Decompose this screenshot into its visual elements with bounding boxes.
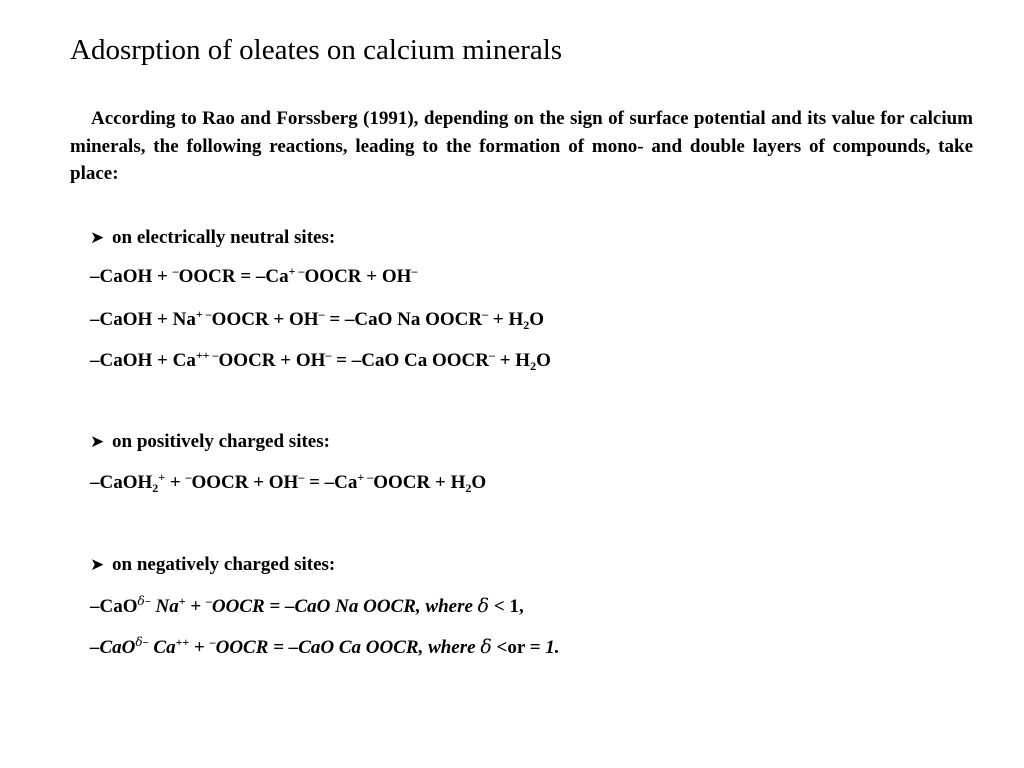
intro-paragraph: According to Rao and Forssberg (1991), depending on the sign of surface potential and its value for calcium minerals, the following reactions, leading to the formation of mono- and double layers of compounds, take place: [70,108,973,184]
section-heading-negative [90,553,335,577]
heading-text: on electrically neutral sites: [112,227,336,248]
equation-negative-2: –CaO$^{\delta-}$ Ca++ + –OOCR = –CaO Ca OOCR, where δ <or = 1. [90,635,560,658]
equation-neutral-3: –CaOH + Ca++ –OOCR + OH– = –CaO Ca OOCR– + $H_2O$ [90,348,551,373]
equation-negative-1: –CaO$^{\delta-}$ Na+ + –OOCR = –CaO Na OOCR, where δ < 1, [90,594,524,617]
heading-text: on positively charged sites: [112,431,330,452]
arrowhead-bullet-icon: ➤ [90,432,105,452]
equation-neutral-2: –CaOH + Na+ –OOCR + OH– = –CaO Na OOCR– + $H_2O$ [90,307,545,332]
equation-positive-1: –CaOH$_2$+ + –OOCR + OH– = –Ca+ –OOCR + $H_2O$ [90,470,487,495]
equation-neutral-1: –CaOH + –OOCR = –Ca+ –OOCR + OH– [90,264,418,287]
section-heading-neutral [90,226,335,250]
section-heading-positive [90,430,330,454]
arrowhead-bullet-icon: ➤ [90,228,105,248]
arrowhead-bullet-icon: ➤ [90,555,105,575]
heading-text: on negatively charged sites: [112,554,336,575]
slide-title: Adosrption of oleates on calcium minerals [70,34,563,66]
